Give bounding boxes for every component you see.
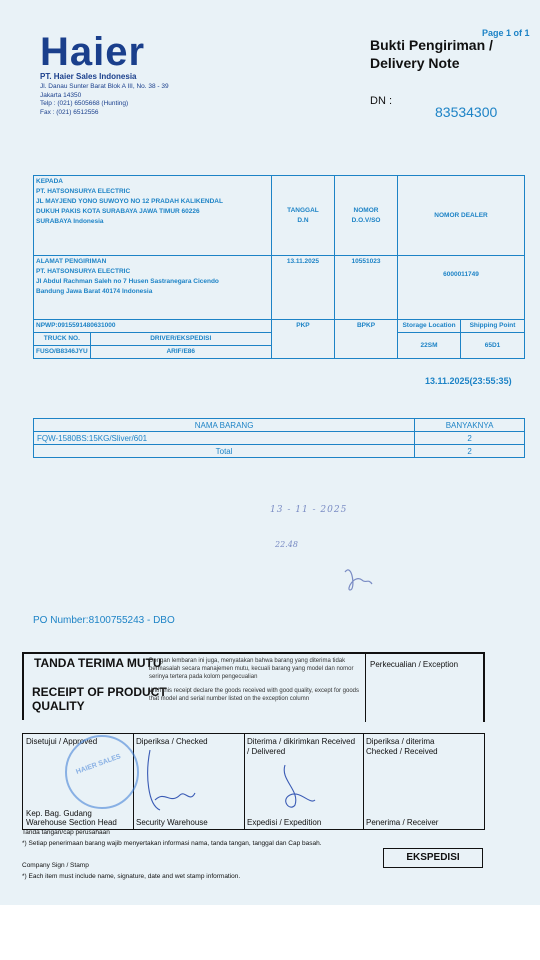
sig-title: Disetujui / Approved <box>26 737 98 746</box>
kepada-line: PT. HATSONSURYA ELECTRIC <box>36 188 131 195</box>
alamat-line: Bandung Jawa Barat 40174 Indonesia <box>36 288 153 295</box>
kepada-label: KEPADA <box>36 178 63 185</box>
col-banyaknya: BANYAKNYA <box>415 419 525 432</box>
truck-value: FUSO/B8346JYU <box>34 346 91 359</box>
kepada-line: JL MAYJEND YONO SUWOYO NO 12 PRADAH KALIKENDAL <box>36 198 223 205</box>
receipt-of-quality <box>22 652 364 720</box>
table-row <box>34 432 525 445</box>
sig-title: Diperiksa / Checked <box>136 737 208 746</box>
nomor-label: NOMOR <box>353 206 379 214</box>
company-stamp <box>65 735 139 809</box>
nomor-sub: D.O.V/SO <box>351 216 381 224</box>
alamat-cell <box>34 256 272 320</box>
title-line-2: Delivery Note <box>370 55 460 71</box>
print-timestamp: 13.11.2025(23:55:35) <box>425 376 512 386</box>
total-label: Total <box>34 445 415 458</box>
storage-value: 22SM <box>398 333 461 359</box>
handwritten-time: 22.48 <box>275 540 298 549</box>
kepada-line: SURABAYA Indonesia <box>36 218 104 225</box>
item-name: FQW-1580BS:15KG/Sliver/601 <box>34 432 415 445</box>
sig-foot: Expedisi / Expedition <box>247 818 322 827</box>
dn-label: DN : <box>370 95 392 107</box>
document-title <box>370 36 493 72</box>
title-line-1: Bukti Pengiriman / <box>370 37 493 53</box>
haier-logo: Haier <box>40 30 146 74</box>
receipt-text-id: Dengan lembaran ini juga, menyatakan bahwa barang yang diterima tidak bermasalah secara manajemen mutu, kecuali barang yang model dan nomor serinya tertera pada kolom pengecualian <box>149 658 354 680</box>
alamat-label: ALAMAT PENGIRIMAN <box>36 258 107 265</box>
item-qty: 2 <box>415 432 525 445</box>
total-value: 2 <box>415 445 525 458</box>
address-line: Jakarta 14350 <box>40 91 82 99</box>
nomor-value: 10551023 <box>335 256 398 320</box>
exception-label: Perkecualian / Exception <box>370 660 459 669</box>
dealer-header: NOMOR DEALER <box>398 176 525 256</box>
dn-number: 83534300 <box>435 104 498 120</box>
receipt-title-en <box>32 685 167 713</box>
alamat-line: Jl Abdul Rachman Saleh no 7 Husen Sastranegara Cicendo <box>36 278 219 285</box>
items-table <box>33 418 525 458</box>
footer-line: Tanda tangan/cap perusahaan <box>22 829 110 836</box>
sig-foot <box>26 809 117 827</box>
storage-label: Storage Location <box>398 320 461 333</box>
footer-line: *) Each item must include name, signature, date and wet stamp information. <box>22 873 241 880</box>
po-number: PO Number:8100755243 - DBO <box>33 615 175 626</box>
kepada-line: DUKUH PAKIS KOTA SURABAYA JAWA TIMUR 60226 <box>36 208 200 215</box>
shipping-value: 65D1 <box>461 333 525 359</box>
company-name: PT. Haier Sales Indonesia <box>40 72 137 81</box>
col-nama-barang: NAMA BARANG <box>34 419 415 432</box>
sig-foot-line: Kep. Bag. Gudang <box>26 809 92 818</box>
address-line: Fax : (021) 6512556 <box>40 108 99 116</box>
alamat-line: PT. HATSONSURYA ELECTRIC <box>36 268 131 275</box>
address-line: Telp : (021) 6505668 (Hunting) <box>40 100 129 107</box>
sig-received <box>363 734 483 829</box>
company-address <box>40 83 169 117</box>
npwp: NPWP:0915591480631000 <box>34 320 272 333</box>
truck-label: TRUCK NO. <box>34 333 91 346</box>
driver-value: ARIF/E86 <box>90 346 271 359</box>
receipt-text-en: With this receipt declare the goods received with good quality, except for goods that model and serial number listed on the exception column <box>149 688 360 702</box>
signature-delivered <box>270 760 320 815</box>
tanggal-header <box>271 176 334 256</box>
tanggal-label: TANGGAL <box>287 206 319 214</box>
sig-foot: Penerima / Receiver <box>366 818 439 827</box>
footer-line: *) Setiap penerimaan barang wajib menyertakan informasi nama, tanda tangan, tanggal dan Cap basah. <box>22 840 322 847</box>
dealer-value: 6000011749 <box>398 256 525 320</box>
page-indicator: Page 1 of 1 <box>482 28 530 38</box>
driver-label: DRIVER/EKSPEDISI <box>90 333 271 346</box>
sig-title: Diperiksa / diterima Checked / Received <box>366 737 438 756</box>
sig-foot: Security Warehouse <box>136 818 208 827</box>
consignee-table <box>33 175 525 359</box>
tanggal-sub: D.N <box>297 216 309 224</box>
nomor-header <box>335 176 398 256</box>
footer-line: Company Sign / Stamp <box>22 862 89 869</box>
address-line: Jl. Danau Sunter Barat Blok A III, No. 38 - 39 <box>40 83 169 90</box>
copy-label: EKSPEDISI <box>383 848 483 868</box>
receipt-title-en-2: QUALITY <box>32 699 85 713</box>
exception-box <box>365 652 485 722</box>
receipt-title-id: TANDA TERIMA MUTU <box>34 656 162 670</box>
kepada-cell <box>34 176 272 256</box>
receipt-title-en-1: RECEIPT OF PRODUCT <box>32 685 167 699</box>
bpkp-label: BPKP <box>335 320 398 359</box>
shipping-label: Shipping Point <box>461 320 525 333</box>
handwritten-signature <box>340 560 380 600</box>
sig-title: Diterima / dikirimkan Received / Delivered <box>247 737 356 756</box>
handwritten-date: 13 - 11 - 2025 <box>270 505 348 515</box>
stamp-text: HAIER SALES <box>75 753 122 776</box>
tanggal-value: 13.11.2025 <box>271 256 334 320</box>
sig-foot-line: Warehouse Section Head <box>26 818 117 827</box>
signature-checked <box>140 745 200 815</box>
pkp-label: PKP <box>271 320 334 359</box>
